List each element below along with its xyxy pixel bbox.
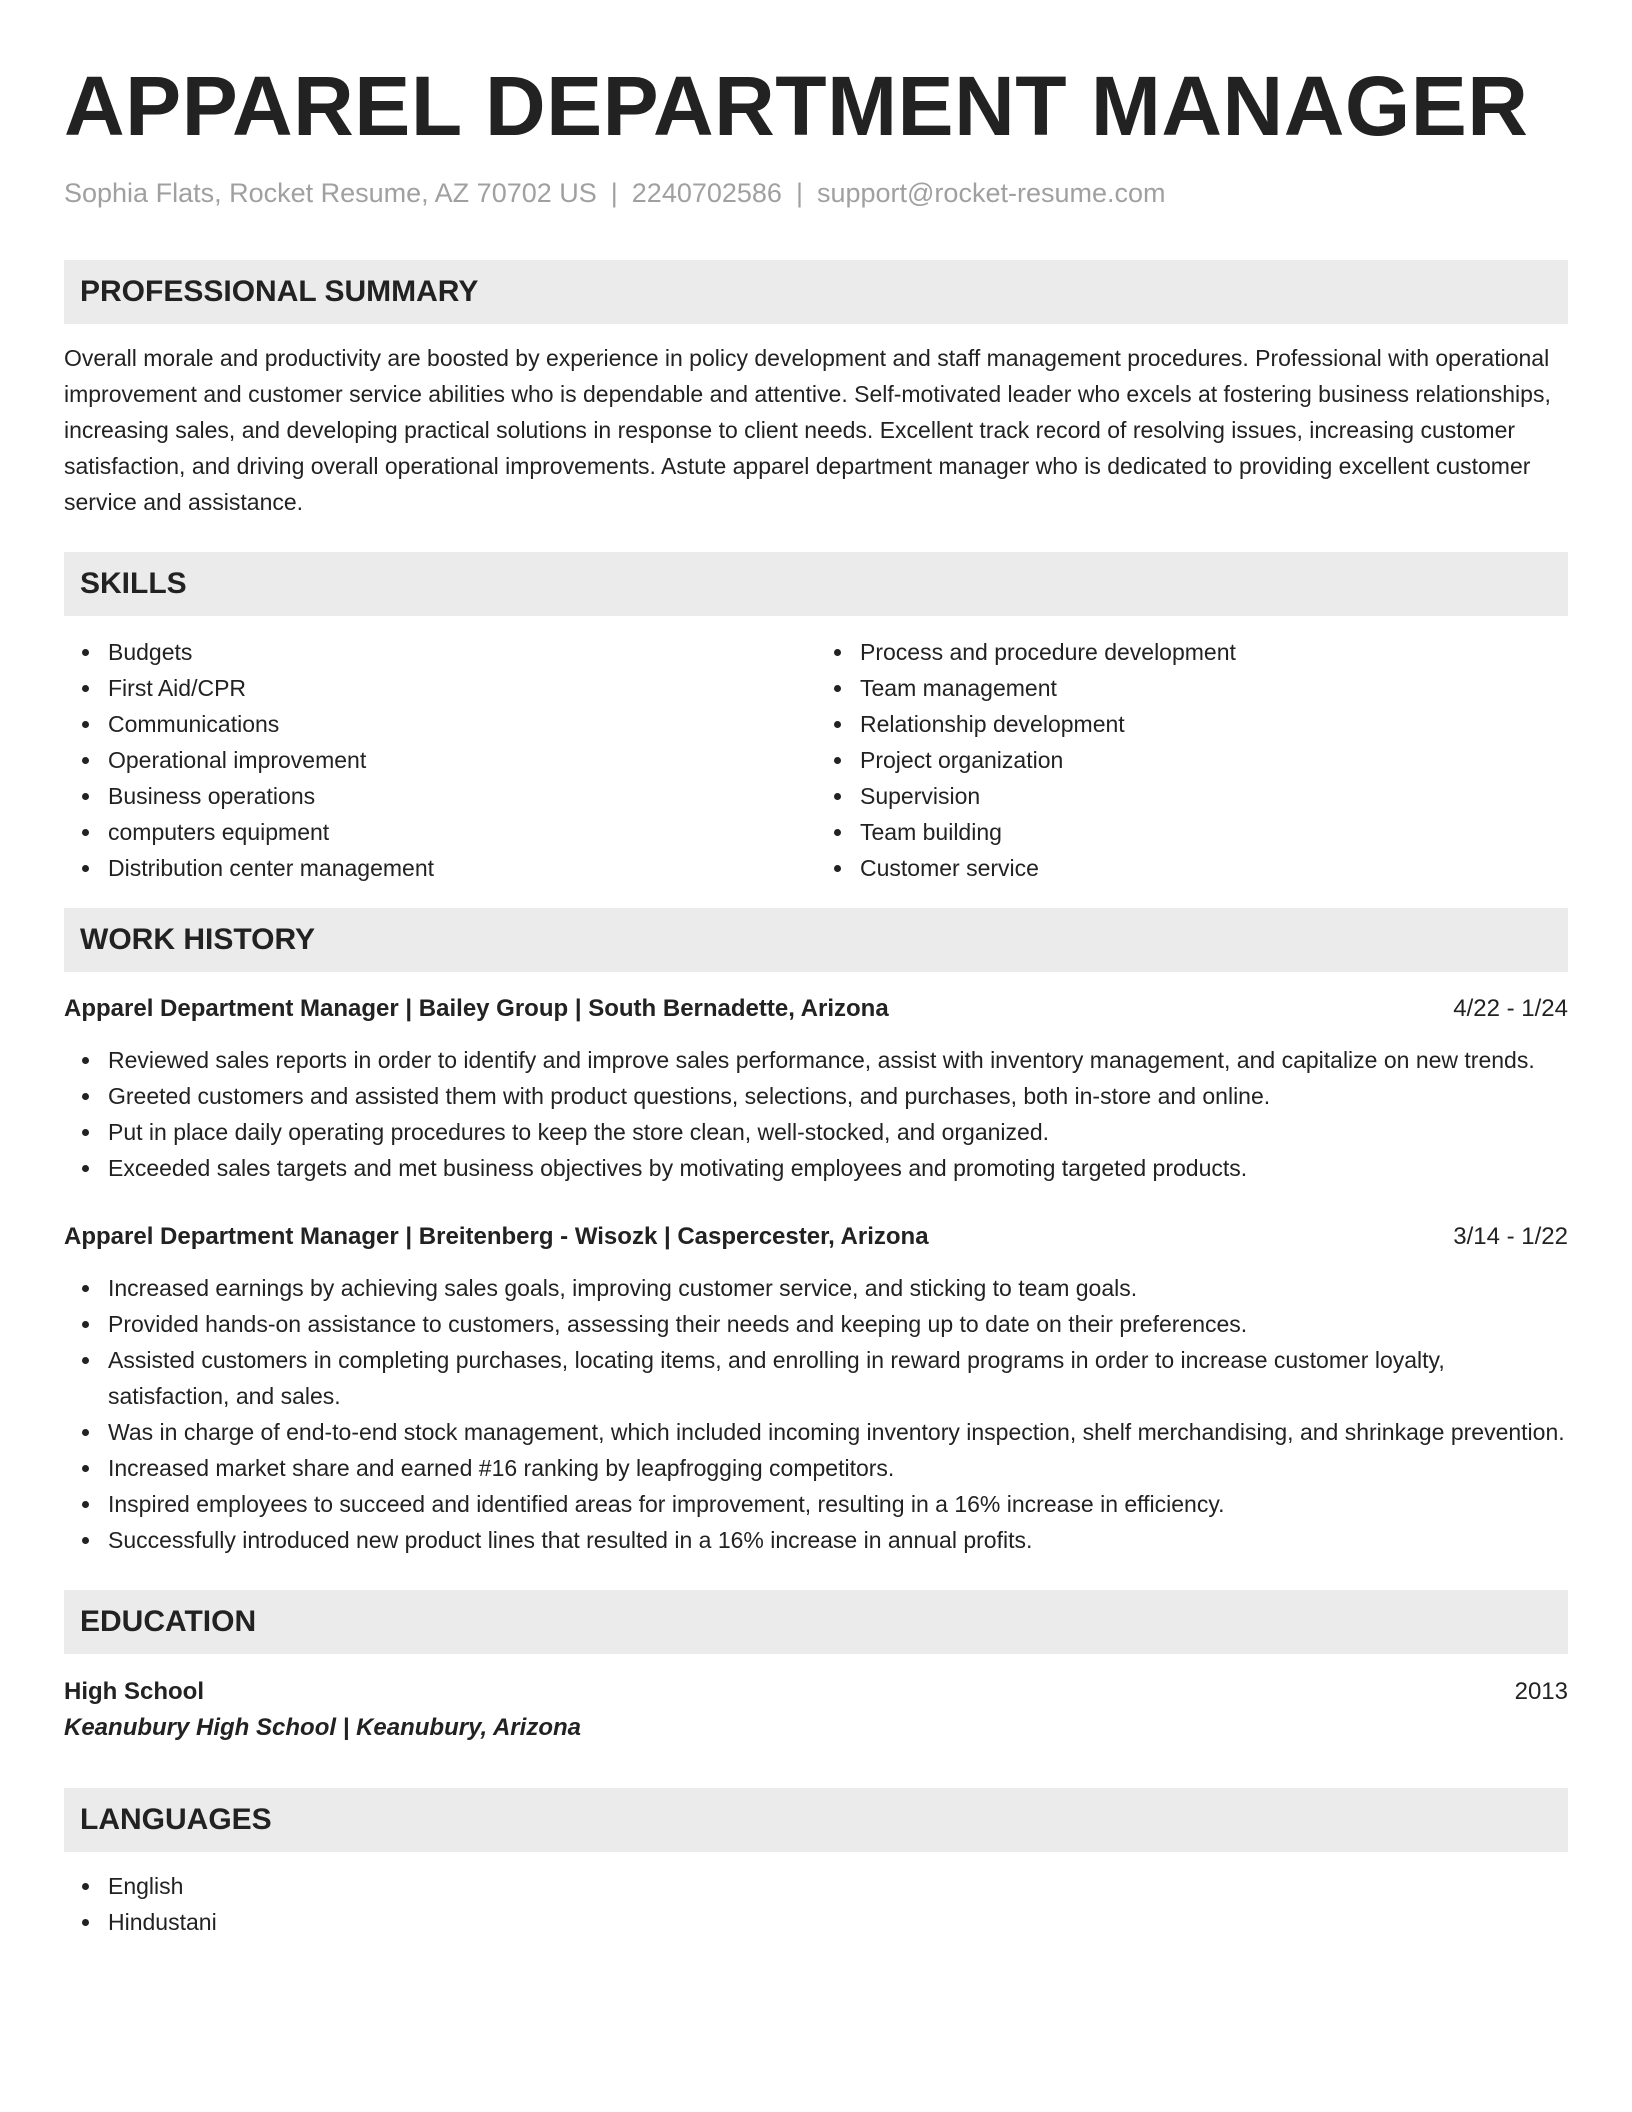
job-bullets bbox=[64, 1270, 1568, 1558]
section-heading-skills: SKILLS bbox=[64, 552, 1568, 616]
job-bullet: Successfully introduced new product lines that resulted in a 16% increase in annual profits. bbox=[108, 1522, 1568, 1558]
education-header bbox=[64, 1674, 1568, 1710]
job-bullet: Put in place daily operating procedures to keep the store clean, well-stocked, and organized. bbox=[108, 1114, 1568, 1150]
languages-section bbox=[64, 1788, 1568, 1940]
section-heading-summary: PROFESSIONAL SUMMARY bbox=[64, 260, 1568, 324]
skill-item: Operational improvement bbox=[108, 742, 816, 778]
job-title: Apparel Department Manager | Bailey Group | South Bernadette, Arizona bbox=[64, 995, 889, 1022]
skill-item: Customer service bbox=[860, 850, 1568, 886]
skill-item: Business operations bbox=[108, 778, 816, 814]
job-dates: 4/22 - 1/24 bbox=[1453, 995, 1568, 1022]
skill-item: Team management bbox=[860, 670, 1568, 706]
skill-item: Distribution center management bbox=[108, 850, 816, 886]
skill-item: computers equipment bbox=[108, 814, 816, 850]
skills-grid bbox=[64, 634, 1568, 886]
skill-item: Team building bbox=[860, 814, 1568, 850]
job-bullet: Greeted customers and assisted them with product questions, selections, and purchases, both in-store and online. bbox=[108, 1078, 1568, 1114]
skill-item: Process and procedure development bbox=[860, 634, 1568, 670]
skill-item: Budgets bbox=[108, 634, 816, 670]
job-bullet: Was in charge of end-to-end stock management, which included incoming inventory inspection, shelf merchandising, and shrinkage prevention. bbox=[108, 1414, 1568, 1450]
skills-column-left bbox=[64, 634, 816, 886]
job-bullet: Increased market share and earned #16 ranking by leapfrogging competitors. bbox=[108, 1450, 1568, 1486]
education-section bbox=[64, 1590, 1568, 1746]
education-degree: High School bbox=[64, 1678, 204, 1705]
contact-separator: | bbox=[610, 178, 618, 208]
section-heading-work: WORK HISTORY bbox=[64, 908, 1568, 972]
resume-title: APPAREL DEPARTMENT MANAGER bbox=[64, 59, 1529, 153]
job-bullet: Increased earnings by achieving sales goals, improving customer service, and sticking to team goals. bbox=[108, 1270, 1568, 1306]
skills-section bbox=[64, 552, 1568, 886]
skill-item: Communications bbox=[108, 706, 816, 742]
contact-phone: 2240702586 bbox=[631, 178, 782, 208]
summary-text: Overall morale and productivity are boosted by experience in policy development and staff management procedures. Professional with operational improvement and customer service abilities who is dependable and attentive. Self-motivated leader who excels at fostering business relationships, increasing sales, and developing practical solutions in response to client needs. Excellent track record of resolving issues, increasing customer satisfaction, and driving overall operational improvements. Astute apparel department manager who is dedicated to providing excellent customer service and assistance. bbox=[64, 345, 1551, 515]
section-heading-education: EDUCATION bbox=[64, 1590, 1568, 1654]
skill-item: Project organization bbox=[860, 742, 1568, 778]
contact-separator: | bbox=[795, 178, 803, 208]
skill-item: Relationship development bbox=[860, 706, 1568, 742]
skills-column-right bbox=[816, 634, 1568, 886]
job-header bbox=[64, 1220, 1568, 1254]
skill-item: Supervision bbox=[860, 778, 1568, 814]
job-bullet: Assisted customers in completing purchases, locating items, and enrolling in reward programs in order to increase customer loyalty, satisfaction, and sales. bbox=[108, 1342, 1568, 1414]
contact-address: Sophia Flats, Rocket Resume, AZ 70702 US bbox=[64, 178, 597, 208]
work-history-section bbox=[64, 908, 1568, 1558]
professional-summary-section bbox=[64, 260, 1568, 520]
education-year: 2013 bbox=[1514, 1678, 1568, 1705]
job-entry bbox=[64, 992, 1568, 1186]
language-item: Hindustani bbox=[108, 1904, 1568, 1940]
job-entry bbox=[64, 1220, 1568, 1558]
contact-line bbox=[64, 176, 1568, 210]
languages-list bbox=[64, 1868, 1568, 1940]
education-school: Keanubury High School | Keanubury, Arizona bbox=[64, 1714, 581, 1741]
job-title: Apparel Department Manager | Breitenberg - Wisozk | Caspercester, Arizona bbox=[64, 1223, 929, 1250]
skill-item: First Aid/CPR bbox=[108, 670, 816, 706]
job-header bbox=[64, 992, 1568, 1026]
job-bullet: Reviewed sales reports in order to identify and improve sales performance, assist with inventory management, and capitalize on new trends. bbox=[108, 1042, 1568, 1078]
job-bullet: Exceeded sales targets and met business objectives by motivating employees and promoting targeted products. bbox=[108, 1150, 1568, 1186]
job-bullets bbox=[64, 1042, 1568, 1186]
job-bullet: Provided hands-on assistance to customers, assessing their needs and keeping up to date on their preferences. bbox=[108, 1306, 1568, 1342]
job-dates: 3/14 - 1/22 bbox=[1453, 1223, 1568, 1250]
job-bullet: Inspired employees to succeed and identified areas for improvement, resulting in a 16% increase in efficiency. bbox=[108, 1486, 1568, 1522]
section-heading-languages: LANGUAGES bbox=[64, 1788, 1568, 1852]
language-item: English bbox=[108, 1868, 1568, 1904]
contact-email: support@rocket-resume.com bbox=[816, 178, 1166, 208]
